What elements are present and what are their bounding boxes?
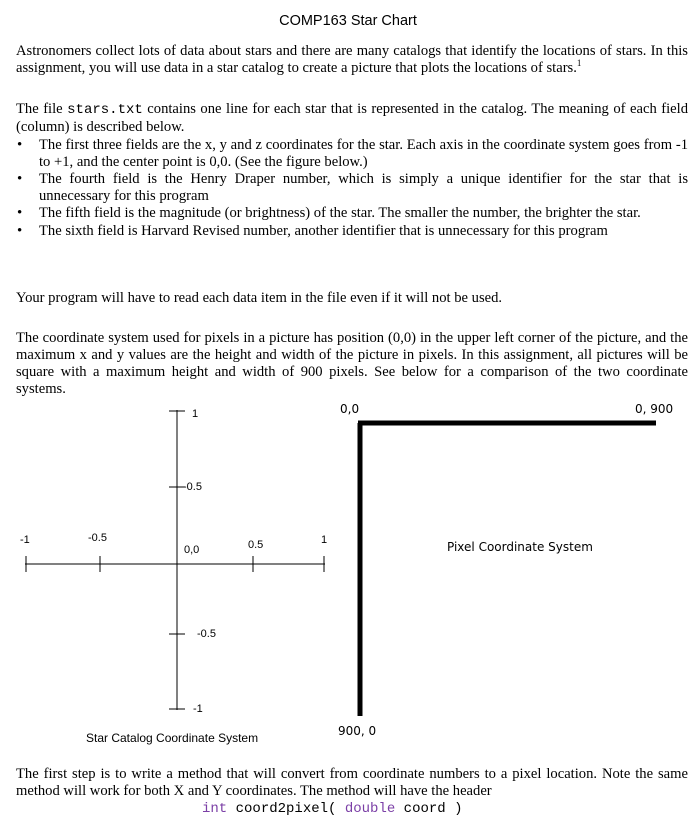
figure-lines xyxy=(0,400,696,755)
intro-text: Astronomers collect lots of data about stars and there are many catalogs that identify the locations of stars. In this assignment, you will use data in a star catalog to create a picture that plots the locations of stars. xyxy=(16,43,688,76)
coordinate-paragraph: The coordinate system used for pixels in a picture has position (0,0) in the upper left corner of the picture, and the maximum x and y values are the height and width of the picture in pixels. In this assignment, all pictures will be square with a maximum height and width of 900 pixels. See below for a comparison of the two coordinate systems. xyxy=(16,330,688,397)
file-paragraph-lead: The file xyxy=(16,101,68,117)
pixel-origin-label: 0,0 xyxy=(340,402,360,416)
list-item: • The first three fields are the x, y and z coordinates for the star. Each axis in the coordinate system goes from -1 to +1, and the center point is 0,0. (See the figure below.) xyxy=(16,137,688,171)
pixel-system-caption: Pixel Coordinate System xyxy=(447,540,593,554)
x-label-left-half: -0.5 xyxy=(88,532,107,544)
document-title: COMP163 Star Chart xyxy=(279,13,417,29)
footnote-marker: 1 xyxy=(576,58,582,69)
intro-paragraph xyxy=(16,43,688,77)
x-label-left: -1 xyxy=(20,534,30,546)
list-item: • The fifth field is the magnitude (or brightness) of the star. The smaller the number, the brighter the star. xyxy=(16,205,688,222)
y-label-lower: -0.5 xyxy=(197,628,216,640)
code-argument: coord ) xyxy=(395,801,463,817)
method-paragraph: The first step is to write a method that will convert from coordinate numbers to a pixel location. Note the same method will work for both X and Y coordinates. The method will have the header xyxy=(16,766,688,799)
x-label-right: 1 xyxy=(321,534,328,546)
field-list xyxy=(16,137,688,240)
y-label-bottom: -1 xyxy=(193,703,203,715)
code-keyword: double xyxy=(344,801,396,817)
origin-label: 0,0 xyxy=(184,544,200,556)
coordinate-figure xyxy=(0,400,696,755)
file-paragraph xyxy=(16,101,688,136)
pixel-bottom-left-label: 900, 0 xyxy=(338,724,377,738)
file-paragraph-rest: contains one line for each star that is represented in the catalog. The meaning of each field (column) is described below. xyxy=(16,101,688,135)
code-method-name: coord2pixel( xyxy=(227,801,345,817)
star-system-caption: Star Catalog Coordinate System xyxy=(86,731,259,745)
list-item: • The sixth field is Harvard Revised number, another identifier that is unnecessary for this program xyxy=(16,223,688,240)
y-label-upper: -0.5 xyxy=(183,481,202,493)
filename: stars.txt xyxy=(67,102,143,118)
code-keyword: int xyxy=(202,801,228,817)
read-paragraph: Your program will have to read each data item in the file even if it will not be used. xyxy=(16,290,503,306)
method-header-code xyxy=(202,801,462,817)
x-label-right-half: 0.5 xyxy=(248,539,264,551)
y-label-top: 1 xyxy=(192,408,199,420)
list-item: • The fourth field is the Henry Draper number, which is simply a unique identifier for the star that is unnecessary for this program xyxy=(16,171,688,205)
pixel-top-right-label: 0, 900 xyxy=(635,402,674,416)
